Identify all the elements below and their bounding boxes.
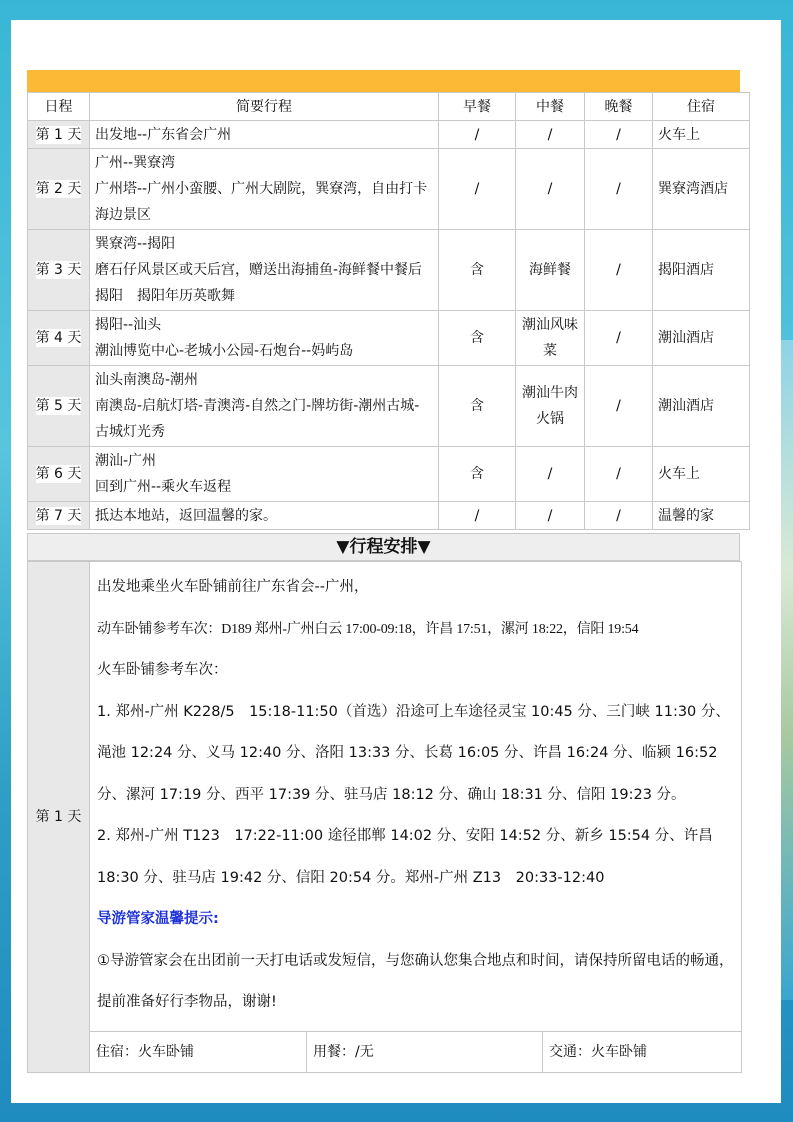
day-label: 第 7 天	[35, 507, 82, 524]
row-hotel: 火车上	[653, 447, 750, 502]
table-row	[28, 447, 750, 502]
table-row	[28, 311, 750, 366]
day-label: 第 5 天	[35, 398, 82, 414]
row-dinner: /	[585, 121, 653, 149]
route-detail: 回到广州--乘火车返程	[95, 479, 232, 495]
row-day	[28, 121, 90, 149]
row-day	[28, 230, 90, 311]
row-day	[28, 311, 90, 366]
route-detail: 南澳岛-启航灯塔-青澳湾-自然之门-牌坊街-潮州古城-古城灯光秀	[95, 398, 420, 440]
detail-row	[28, 562, 742, 1032]
route-detail: 潮汕博览中心-老城小公园-石炮台--妈屿岛	[95, 343, 354, 359]
row-dinner: /	[585, 447, 653, 502]
detail-intro: 出发地乘坐火车卧铺前往广东省会--广州，	[97, 579, 369, 595]
row-lunch: /	[516, 502, 585, 530]
section-title: ▼行程安排▼	[27, 533, 740, 561]
table-row	[28, 149, 750, 230]
row-route	[90, 121, 439, 149]
row-route	[90, 149, 439, 230]
row-breakfast: 含	[439, 230, 516, 311]
row-hotel: 火车上	[653, 121, 750, 149]
row-breakfast: 含	[439, 311, 516, 366]
row-day	[28, 149, 90, 230]
header-breakfast: 早餐	[439, 93, 516, 121]
row-lunch: /	[516, 149, 585, 230]
table-row	[28, 230, 750, 311]
transport-info: 交通：火车卧铺	[543, 1031, 742, 1072]
detail-day: 第 1 天	[28, 562, 90, 1073]
row-route	[90, 366, 439, 447]
row-hotel: 温馨的家	[653, 502, 750, 530]
row-route	[90, 447, 439, 502]
header-lunch: 中餐	[516, 93, 585, 121]
detail-train-label: 火车卧铺参考车次：	[97, 662, 228, 678]
day-label: 第 3 天	[35, 262, 82, 278]
day-label: 第 4 天	[35, 330, 82, 346]
detail-content	[90, 562, 742, 1032]
row-dinner: /	[585, 230, 653, 311]
row-route	[90, 230, 439, 311]
route-line: 广州--巽寮湾	[95, 155, 176, 171]
row-breakfast: 含	[439, 366, 516, 447]
route-line: 潮汕-广州	[95, 453, 157, 469]
row-hotel: 巽寮湾酒店	[653, 149, 750, 230]
header-hotel: 住宿	[653, 93, 750, 121]
meal-info: 用餐：/无	[307, 1031, 543, 1072]
row-hotel: 揭阳酒店	[653, 230, 750, 311]
route-line: 抵达本地站，返回温馨的家。	[95, 507, 277, 524]
route-line: 揭阳--汕头	[95, 317, 162, 333]
row-breakfast: /	[439, 121, 516, 149]
row-breakfast: 含	[439, 447, 516, 502]
row-hotel: 潮汕酒店	[653, 311, 750, 366]
row-day	[28, 447, 90, 502]
stay-info: 住宿：火车卧铺	[90, 1031, 307, 1072]
detail-train-option-1: 1. 郑州-广州 K228/5 15:18-11:50（首选）沿途可上车途径灵宝 10:45 分、三门峡 11:30 分、渑池 12:24 分、义马 12:40 分、洛阳 13:33 分、长葛 16:05 分、许昌 16:24 分、临颍 16:52 分、漯河 17:19 分、西平 17:39 分、驻马店 18:12 分、确山 18:31 分、信阳 19:23 分。	[97, 703, 730, 803]
row-dinner: /	[585, 366, 653, 447]
row-route	[90, 311, 439, 366]
row-lunch: /	[516, 447, 585, 502]
header-brief: 简要行程	[90, 93, 439, 121]
detail-text-block	[90, 562, 741, 1031]
detail-bullet-train: 动车卧铺参考车次：D189 郑州-广州白云 17:00-09:18，许昌 17:51，漯河 18:22，信阳 19:54	[97, 621, 639, 637]
row-dinner: /	[585, 502, 653, 530]
row-route	[90, 502, 439, 530]
row-lunch: 潮汕牛肉火锅	[516, 366, 585, 447]
day-label: 第 6 天	[35, 466, 82, 482]
header-dinner: 晚餐	[585, 93, 653, 121]
day-label: 第 2 天	[35, 181, 82, 197]
row-dinner: /	[585, 149, 653, 230]
detail-footer-row	[28, 1031, 742, 1072]
row-breakfast: /	[439, 149, 516, 230]
row-lunch: 海鲜餐	[516, 230, 585, 311]
row-breakfast: /	[439, 502, 516, 530]
route-detail: 广州塔--广州小蛮腰、广州大剧院，巽寮湾，自由打卡海边景区	[95, 181, 428, 223]
detail-train-option-2: 2. 郑州-广州 T123 17:22-11:00 途径邯郸 14:02 分、安阳 14:52 分、新乡 15:54 分、许昌 18:30 分、驻马店 19:42 分、信阳 20:54 分。郑州-广州 Z13 20:33-12:40	[97, 828, 713, 886]
tip-title: 导游管家温馨提示:	[97, 911, 219, 927]
orange-header-bar	[27, 70, 740, 92]
row-day	[28, 366, 90, 447]
table-row	[28, 366, 750, 447]
route-detail: 磨石仔风景区或天后宫，赠送出海捕鱼-海鲜餐中餐后揭阳 揭阳年历英歌舞	[95, 262, 423, 304]
row-lunch: 潮汕风味菜	[516, 311, 585, 366]
row-dinner: /	[585, 311, 653, 366]
row-lunch: /	[516, 121, 585, 149]
day-label: 第 1 天	[35, 126, 82, 143]
table-row	[28, 502, 750, 530]
row-hotel: 潮汕酒店	[653, 366, 750, 447]
day1-detail-table	[27, 561, 742, 1073]
route-line: 汕头南澳岛-潮州	[95, 372, 199, 388]
route-line: 巽寮湾--揭阳	[95, 236, 176, 252]
row-day	[28, 502, 90, 530]
route-line: 出发地--广东省会广州	[95, 126, 232, 143]
itinerary-summary-table	[27, 92, 750, 530]
header-day: 日程	[28, 93, 90, 121]
tip-text: ①导游管家会在出团前一天打电话或发短信，与您确认您集合地点和时间，请保持所留电话的畅通，提前准备好行李物品，谢谢!	[97, 952, 734, 1010]
table-row	[28, 121, 750, 149]
summary-header-row	[28, 93, 750, 121]
